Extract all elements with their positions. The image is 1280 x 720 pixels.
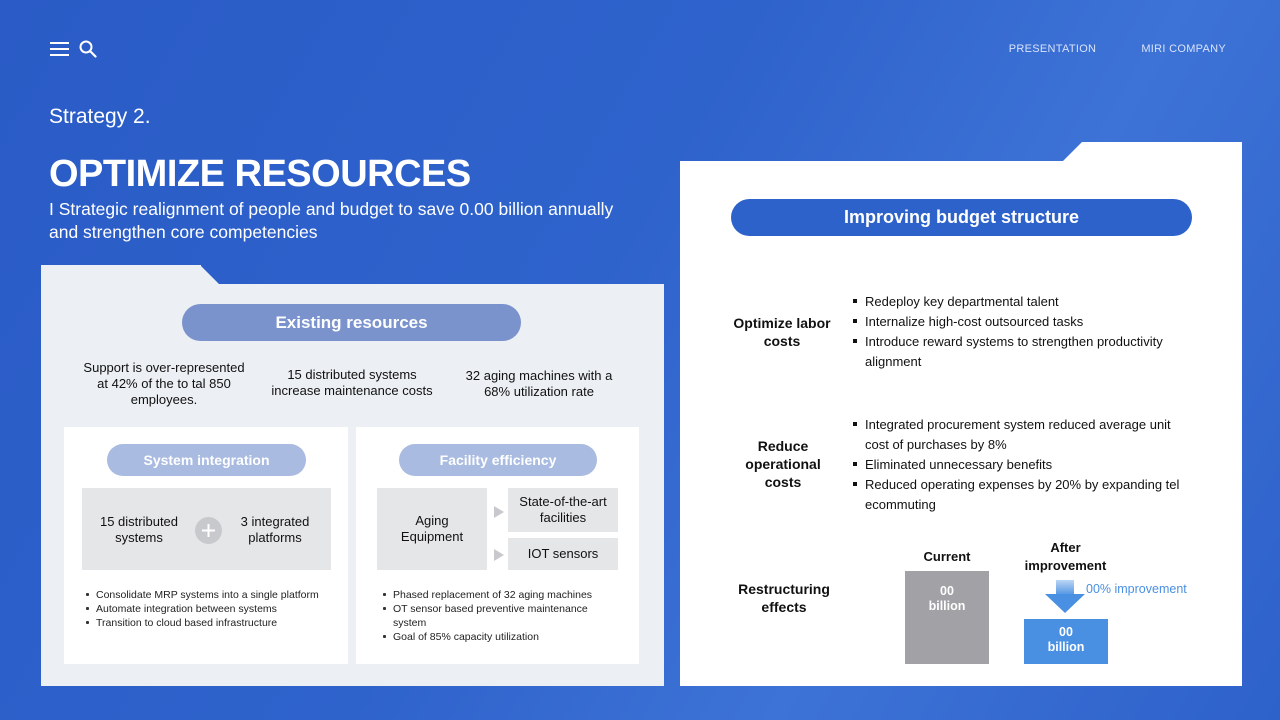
restructuring-effects-label: Restructuring effects (738, 581, 830, 615)
search-icon[interactable] (79, 40, 97, 63)
strategy-label: Strategy 2. (49, 105, 151, 128)
arrow-down-icon (1045, 580, 1085, 618)
top-nav (1009, 43, 1226, 55)
list-item: Phased replacement of 32 aging machines (383, 588, 623, 602)
improvement-text: 00% improvement (1086, 582, 1187, 596)
stat-machines: 32 aging machines with a 68% utilization rate (465, 368, 613, 399)
iot-sensors-box (508, 538, 618, 570)
after-bar (1024, 619, 1108, 664)
stat-support: Support is over-represented at 42% of the to tal 850 employees. (83, 360, 245, 407)
labor-costs-list (852, 292, 1187, 372)
list-item: Automate integration between systems (86, 602, 326, 616)
left-panel-tab (41, 265, 201, 285)
list-item: Transition to cloud based infrastructure (86, 616, 326, 630)
current-value: 00 billion (928, 584, 966, 613)
list-item: Eliminated unnecessary benefits (852, 455, 1197, 475)
facility-efficiency-heading: Facility efficiency (399, 444, 597, 476)
system-integration-heading: System integration (107, 444, 306, 476)
list-item: Introduce reward systems to strengthen productivity alignment (852, 332, 1187, 372)
aging-equipment-label: Aging Equipment (400, 513, 464, 544)
current-bar (905, 571, 989, 664)
list-item: Reduced operating expenses by 20% by expanding tel ecommuting (852, 475, 1197, 515)
arrow-right-icon (494, 548, 504, 566)
system-from-label: 15 distributed systems (99, 514, 179, 545)
hamburger-icon[interactable] (50, 41, 69, 62)
after-value: 00 billion (1047, 625, 1085, 654)
state-of-the-art-label: State-of-the-art facilities (519, 494, 607, 525)
lead-text: I Strategic realignment of people and budget to save 0.00 billion annually and strengthen core competencies (49, 199, 614, 242)
topbar-icons (50, 40, 97, 63)
state-of-the-art-box (508, 488, 618, 532)
plus-icon (195, 517, 222, 544)
page-title: OPTIMIZE RESOURCES (49, 153, 471, 195)
operational-costs-label: Reduce operational costs (745, 438, 821, 490)
budget-structure-heading: Improving budget structure (731, 199, 1192, 236)
system-to-label: 3 integrated platforms (240, 514, 310, 545)
labor-costs-label: Optimize labor costs (733, 315, 831, 349)
list-item: Consolidate MRP systems into a single platform (86, 588, 326, 602)
after-improvement-label: After improvement (1024, 540, 1107, 573)
aging-equipment-box (377, 488, 487, 570)
right-panel-tab-slope (1062, 142, 1082, 162)
nav-link-presentation[interactable]: PRESENTATION (1008, 43, 1097, 55)
list-item: Internalize high-cost outsourced tasks (852, 312, 1187, 332)
iot-sensors-label: IOT sensors (527, 546, 599, 561)
existing-resources-heading: Existing resources (182, 304, 521, 341)
system-integration-list (86, 588, 326, 630)
list-item: Goal of 85% capacity utilization (383, 630, 623, 644)
list-item: Redeploy key departmental talent (852, 292, 1187, 312)
right-panel-tab (1082, 142, 1242, 162)
list-item: OT sensor based preventive maintenance system (383, 602, 623, 630)
left-panel-tab-slope (200, 265, 220, 285)
operational-costs-list (852, 415, 1197, 515)
stat-systems: 15 distributed systems increase maintenance costs (271, 367, 433, 398)
arrow-right-icon (494, 505, 504, 523)
facility-efficiency-list (383, 588, 623, 644)
current-label: Current (923, 549, 971, 564)
nav-link-company[interactable]: MIRI COMPANY (1141, 43, 1226, 55)
list-item: Integrated procurement system reduced average unit cost of purchases by 8% (852, 415, 1197, 455)
